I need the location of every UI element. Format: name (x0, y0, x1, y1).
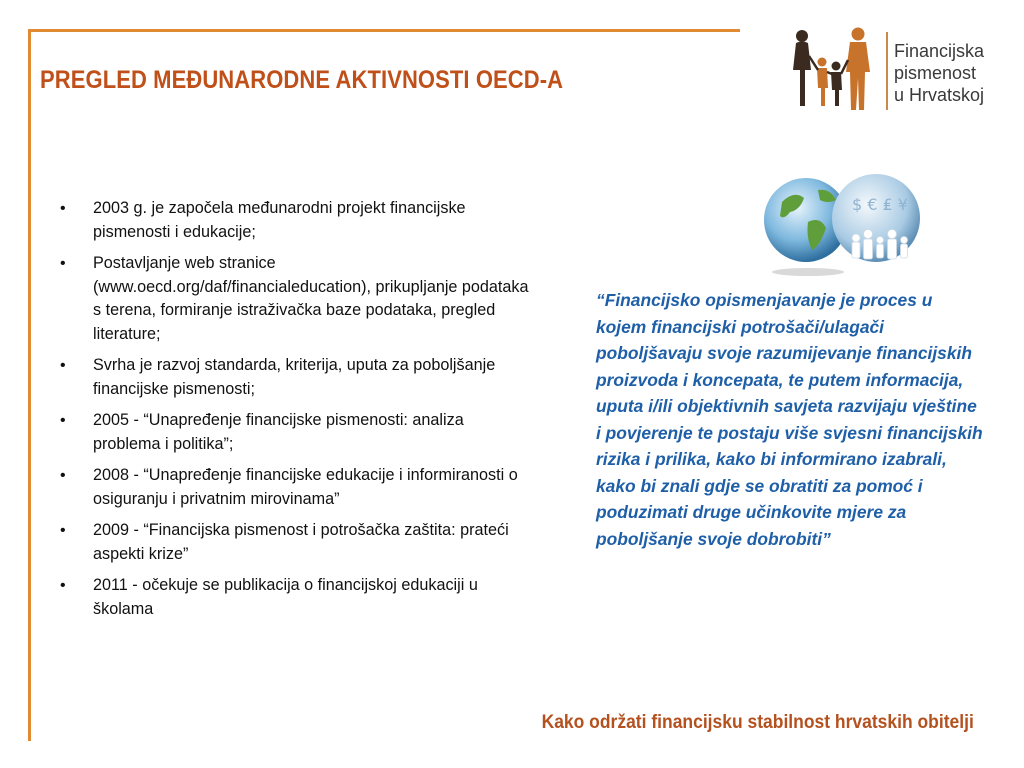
family-silhouette-icon (784, 26, 894, 118)
logo-line-1: Financijska (894, 41, 985, 61)
globes-currency-icon (760, 172, 932, 276)
list-item-text: 2005 - “Unapređenje financijske pismenosti: analiza problema i politika”; (93, 411, 464, 453)
bullet-icon: • (60, 255, 66, 272)
list-item-text: Svrha je razvoj standarda, kriterija, uputa za poboljšanje financijske pismenosti; (93, 356, 496, 398)
page-title: PREGLED MEĐUNARODNE AKTIVNOSTI OECD-A (40, 66, 564, 94)
bullet-icon: • (60, 467, 66, 484)
frame-left-rule (28, 29, 31, 741)
list-item-text: 2003 g. je započela međunarodni projekt financijske pismenosti i edukacije; (93, 199, 466, 241)
bullet-list (60, 197, 530, 629)
bullet-icon: • (60, 577, 66, 594)
list-item-text: Postavljanje web stranice (www.oecd.org/daf/financialeducation), prikupljanje podataka s terena, formiranje istraživačka baze podataka, pregled literature; (93, 254, 529, 343)
bullet-icon: • (60, 357, 66, 374)
list-item (60, 197, 530, 244)
list-item (60, 464, 530, 511)
list-item (60, 252, 530, 346)
list-item-text: 2011 - očekuje se publikacija o financijskoj edukaciji u školama (93, 576, 478, 618)
bullet-icon: • (60, 412, 66, 429)
bullet-icon: • (60, 200, 66, 217)
list-item-text: 2009 - “Financijska pismenost i potrošačka zaštita: prateći aspekti krize” (93, 521, 509, 563)
frame-top-rule (28, 29, 740, 32)
bullet-icon: • (60, 522, 66, 539)
list-item-text: 2008 - “Unapređenje financijske edukacije i informiranosti o osiguranju i privatnim mirovinama” (93, 466, 518, 508)
logo-text (894, 40, 984, 106)
currency-symbols: $ € ₤ ¥ (852, 195, 908, 214)
list-item (60, 354, 530, 401)
logo-line-2: pismenost (894, 63, 977, 83)
list-item (60, 574, 530, 621)
list-item (60, 519, 530, 566)
definition-quote: “Financijsko opismenjavanje je proces u kojem financijski potrošači/ulagači poboljšavaju svoje razumijevanje financijskih proizvoda i koncepata, te putem informacija, uputa i/ili objektivnih savjeta razvijaju vještine i povjerenje te postaju više svjesni financijskih rizika i prilika, kako bi informirano izabrali, kako bi znali gdje se obratiti za pomoć i poduzimati druge učinkovite mjere za poboljšanje svoje dobrobiti” (596, 290, 983, 549)
list-item (60, 409, 530, 456)
footer-slogan: Kako održati financijsku stabilnost hrvatskih obitelji (541, 712, 974, 733)
logo-line-3: u Hrvatskoj (894, 85, 985, 105)
